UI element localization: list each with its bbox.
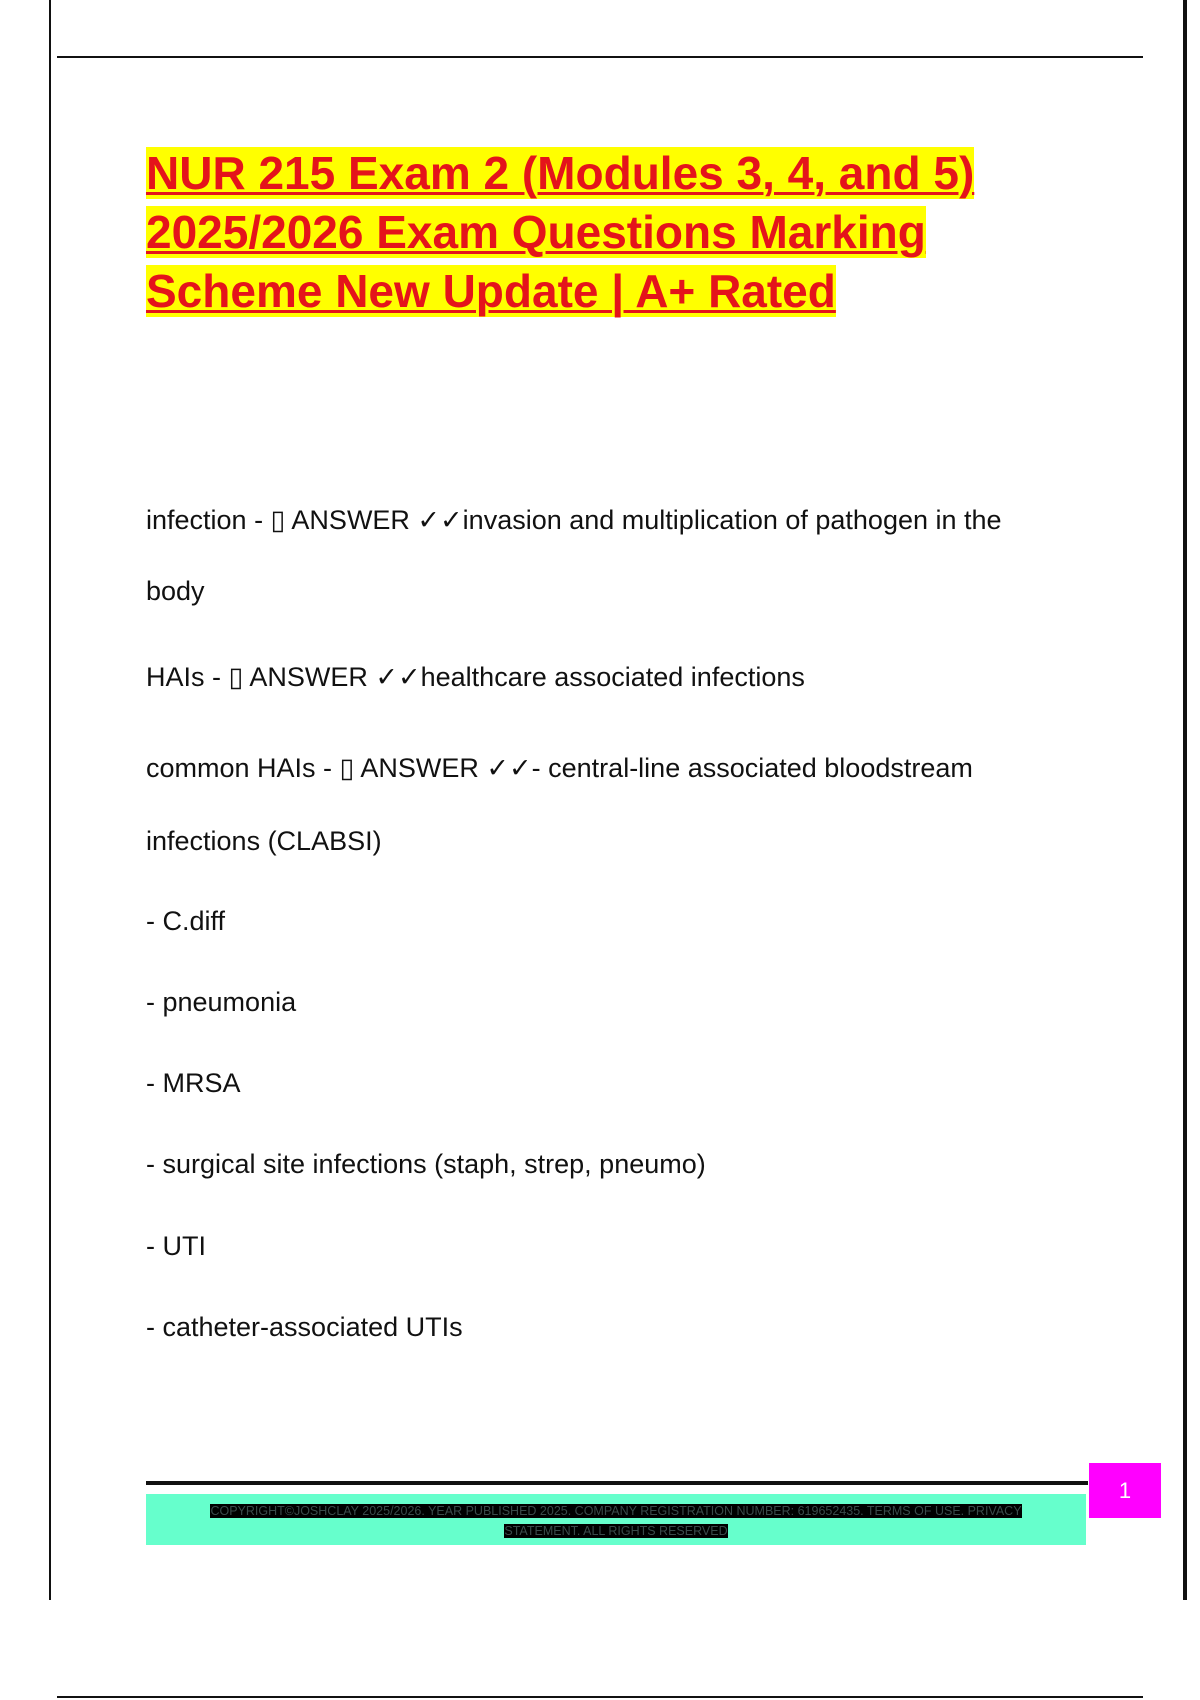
list-item-catheter-utis: - catheter-associated UTIs [146,1312,463,1342]
title-line-1 [146,145,1046,204]
footer-rule [146,1481,1088,1485]
qa-line-common-hais-cont: infections (CLABSI) [146,826,382,856]
title-line-3 [146,263,1046,322]
list-item-pneumonia: - pneumonia [146,987,297,1017]
copyright-footer [146,1494,1086,1545]
title-line-2-text: 2025/2026 Exam Questions Marking [146,206,926,258]
list-item-uti: - UTI [146,1231,206,1261]
title-line-2 [146,204,1046,263]
copyright-text [176,1501,1056,1541]
page-number-badge: 1 [1089,1463,1161,1518]
page-border-left [49,0,51,1600]
qa-line-common-hais: common HAIs - ▯ ANSWER ✓✓- central-line associated bloodstream [146,753,973,783]
list-item-surgical-site: - surgical site infections (staph, strep, pneumo) [146,1149,706,1179]
copyright-line-1: COPYRIGHT©JOSHCLAY 2025/2026. YEAR PUBLISHED 2025. COMPANY REGISTRATION NUMBER: 619652435. TERMS OF USE. PRIVACY [210,1504,1022,1518]
qa-line-infection-cont: body [146,576,205,606]
next-page-rule [57,1696,1143,1698]
page-border-right [1183,0,1187,1600]
header-rule [57,56,1143,58]
title-line-1-text: NUR 215 Exam 2 (Modules 3, 4, and 5) [146,147,975,199]
list-item-mrsa: - MRSA [146,1068,241,1098]
copyright-line-2: STATEMENT. ALL RIGHTS RESERVED [504,1524,728,1538]
qa-line-infection: infection - ▯ ANSWER ✓✓invasion and multiplication of pathogen in the [146,505,1002,535]
title-line-3-text: Scheme New Update | A+ Rated [146,265,836,317]
qa-line-hais: HAIs - ▯ ANSWER ✓✓healthcare associated infections [146,662,805,692]
list-item-cdiff: - C.diff [146,906,226,936]
document-title [146,145,1046,322]
